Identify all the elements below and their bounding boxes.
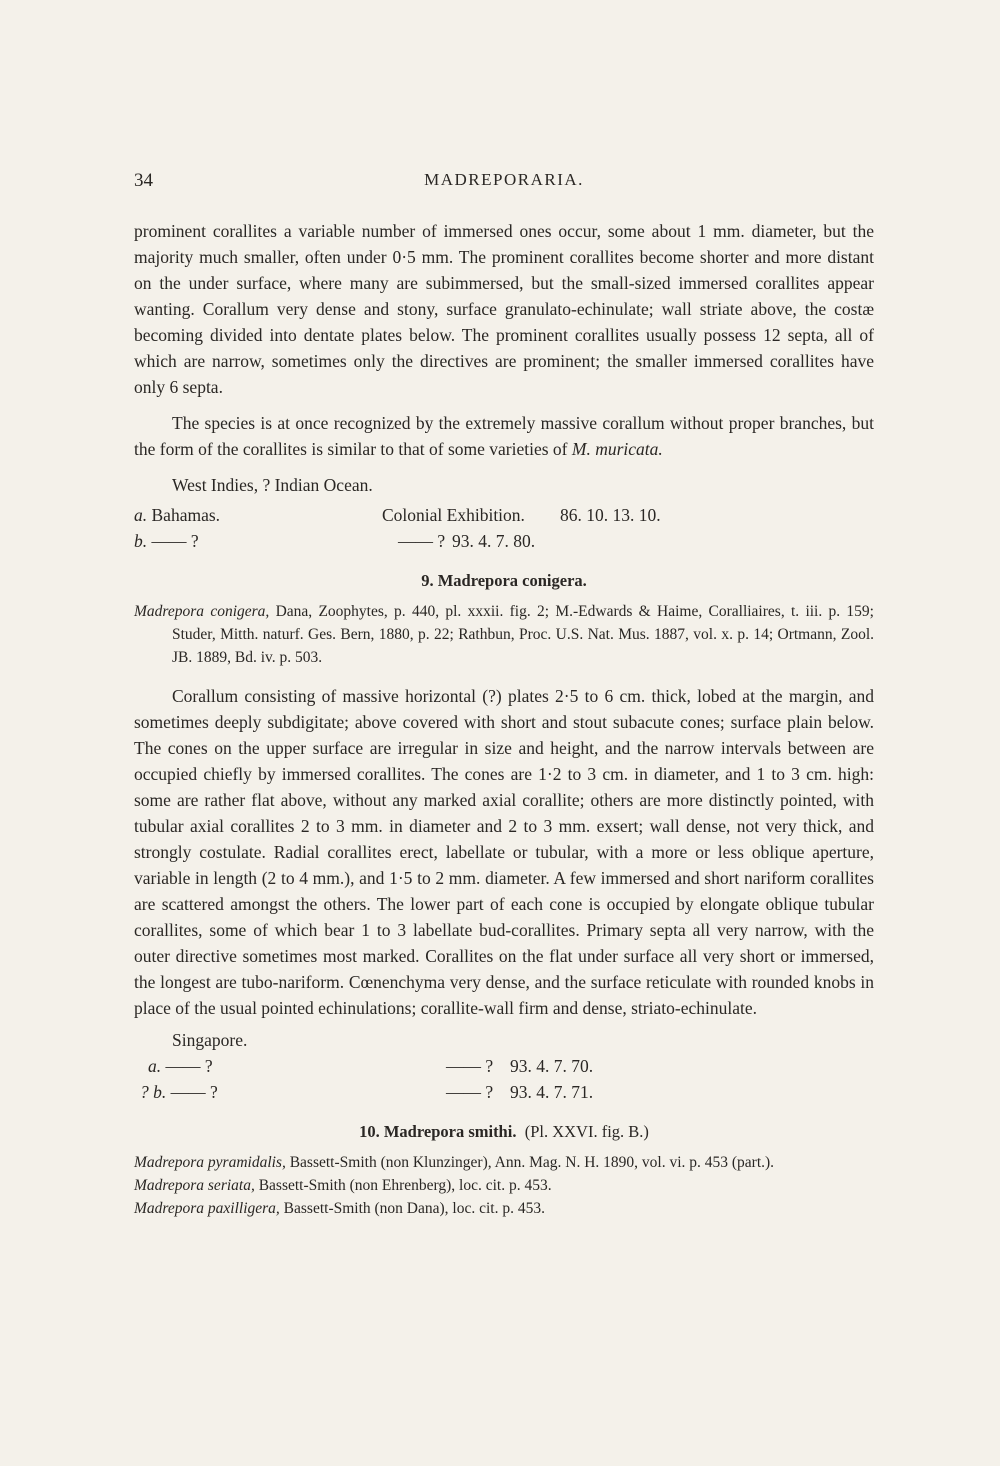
specimen-place: Bahamas. — [151, 505, 221, 525]
synonymy-entry — [134, 1151, 874, 1174]
specimen-letter: a. — [148, 1056, 162, 1076]
specimen-place: —— ? — [165, 1056, 213, 1076]
synonymy-entry — [134, 600, 874, 669]
page-number: 34 — [134, 170, 153, 191]
specimen-source: —— ? — [398, 531, 446, 551]
specimen-register-number: 86. 10. 13. 10. — [560, 505, 661, 525]
paragraph-recognition-text: The species is at once recognized by the extremely massive corallum without proper branches, but the form of the corallites is similar to that of some varieties of — [134, 413, 874, 459]
specimen-letter: b. — [134, 531, 148, 551]
specimen-source: —— ? — [446, 1056, 494, 1076]
text-block-top — [134, 218, 874, 1220]
species-name: M. muricata. — [571, 439, 663, 459]
locality-line: Singapore. — [172, 1030, 248, 1050]
synonym-name: Madrepora seriata, — [134, 1177, 255, 1194]
specimen-letter: ? b. — [140, 1082, 167, 1102]
synonymy-entry — [134, 1197, 874, 1220]
specimen-register-number: 93. 4. 7. 80. — [452, 531, 536, 551]
specimen-register-number: 93. 4. 7. 70. — [510, 1056, 594, 1076]
locality-line: West Indies, ? Indian Ocean. — [172, 475, 373, 495]
specimen-letter: a. — [134, 505, 148, 525]
paragraph-recognition — [134, 410, 874, 462]
plate-reference: (Pl. XXVI. fig. B.) — [524, 1122, 649, 1141]
running-title: MADREPORARIA. — [424, 170, 584, 189]
specimen-source: —— ? — [446, 1082, 494, 1102]
synonym-name: Madrepora paxilligera, — [134, 1200, 280, 1217]
paragraph-description-end: prominent corallites a variable number of immersed ones occur, some about 1 mm. diameter, but the majority much smaller, often under 0·5 mm. The prominent corallites become shorter and more distant on the under surface, where many are subimmersed, but the small-sized immersed corallites appear wanting. Corallum very dense and stony, surface granulato-echinulate; wall striate above, the costæ becoming divided into dentate plates below. The prominent corallites usually possess 12 septa, all of which are narrow, sometimes only the directives are prominent; the smaller immersed corallites have only 6 septa. — [134, 221, 874, 397]
synonym-reference: Bassett-Smith (non Klunzinger), Ann. Mag. N. H. 1890, vol. vi. p. 453 (part.). — [289, 1154, 775, 1171]
synonym-reference: Bassett-Smith (non Ehrenberg), loc. cit. p. 453. — [258, 1177, 552, 1194]
specimen-row — [134, 502, 874, 528]
specimen-register-number: 93. 4. 7. 71. — [510, 1082, 594, 1102]
synonym-name: Madrepora conigera, — [134, 603, 270, 620]
synonym-name: Madrepora pyramidalis, — [134, 1154, 286, 1171]
page-header — [134, 170, 874, 196]
synonym-reference: Bassett-Smith (non Dana), loc. cit. p. 453. — [283, 1200, 545, 1217]
specimen-source: Colonial Exhibition. — [382, 505, 525, 525]
specimen-row — [134, 528, 874, 554]
specimen-row — [134, 1079, 874, 1105]
specimen-row — [134, 1053, 874, 1079]
synonym-reference: Dana, Zoophytes, p. 440, pl. xxxii. fig. 2; M.-Edwards & Haime, Coralliaires, t. iii. p. 159; Studer, Mitth. naturf. Ges. Bern, 1880, p. 22; Rathbun, Proc. U.S. Nat. Mus. 1887, vol. x. p. 14; Ortmann, Zool. JB. 1889, Bd. iv. p. 503. — [172, 603, 874, 666]
specimen-place: —— ? — [170, 1082, 218, 1102]
species-heading: 9. Madrepora conigera. — [421, 571, 587, 590]
synonymy-entry — [134, 1174, 874, 1197]
paragraph-description: Corallum consisting of massive horizontal (?) plates 2·5 to 6 cm. thick, lobed at the margin, and sometimes deeply subdigitate; above covered with short and stout subacute cones; surface plain below. The cones on the upper surface are irregular in size and height, and the narrow intervals between are occupied chiefly by immersed corallites. The cones are 1·2 to 3 cm. in diameter, and 1 to 3 cm. high: some are rather flat above, without any marked axial corallite; others are more distinctly pointed, with tubular axial corallites 2 to 3 mm. in diameter and 2 to 3 mm. exsert; wall dense, not very thick, and strongly costulate. Radial corallites erect, labellate or tubular, with a more or less oblique aperture, variable in length (2 to 4 mm.), and 1·5 to 2 mm. diameter. A few immersed and short nariform corallites are scattered amongst the others. The lower part of each cone is occupied by elongate oblique tubular corallites, some of which bear 1 to 3 labellate bud-corallites. Primary septa all very narrow, with the outer directive sometimes most marked. Corallites on the flat under surface all very short or immersed, the longest are tubo-nariform. Cœnenchyma very dense, and the surface reticulate with rounded knobs in place of the usual pointed echinulations; corallite-wall firm and dense, striato-echinulate. — [134, 686, 874, 1018]
species-heading-title: 10. Madrepora smithi. — [359, 1122, 517, 1141]
species-heading — [134, 1119, 874, 1145]
specimen-place: —— ? — [151, 531, 199, 551]
